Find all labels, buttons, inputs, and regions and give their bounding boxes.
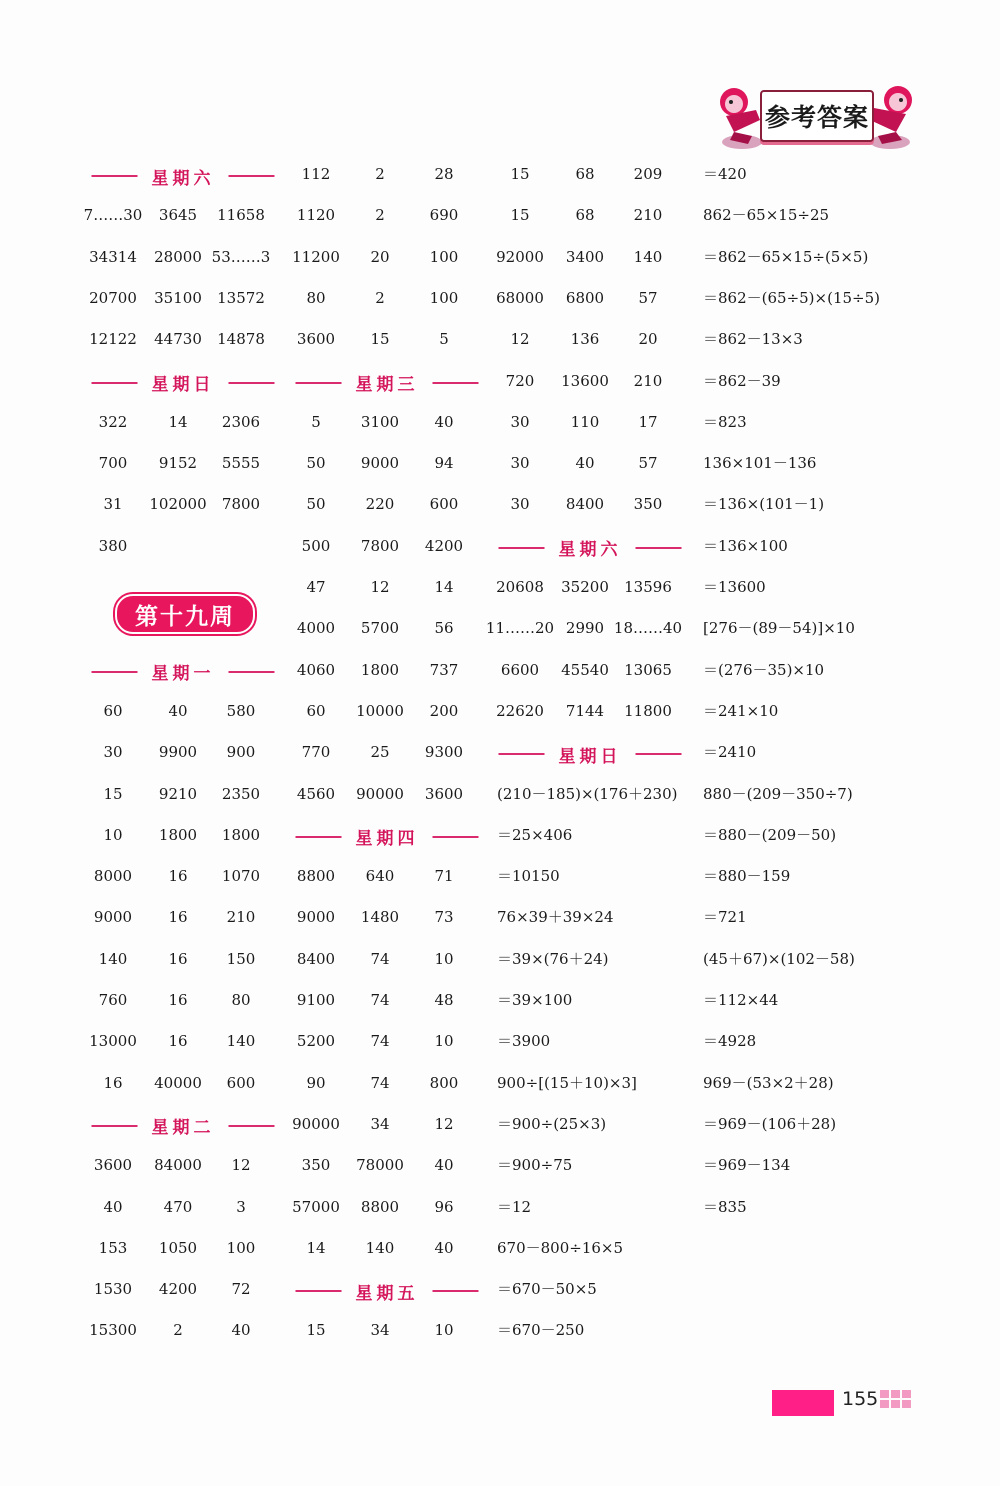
answer-value: 2306 (221, 412, 261, 431)
answer-expression: ＝39×(76＋24) (497, 949, 609, 968)
answer-value: 15 (103, 784, 123, 803)
day-label: 星期五 (355, 1283, 419, 1304)
answer-value: 210 (633, 206, 663, 225)
answer-value: 71 (434, 867, 454, 886)
answer-value: 28 (434, 165, 454, 183)
answer-value: 9000 (296, 908, 336, 927)
answer-value: 3100 (360, 412, 400, 431)
answer-value: 112 (301, 165, 331, 183)
answer-value: 90000 (356, 784, 404, 803)
answer-value: 68 (575, 206, 595, 225)
answer-value: 40 (434, 1238, 454, 1257)
answer-value: 6600 (500, 660, 540, 679)
day-heading (92, 166, 275, 189)
answer-value: 700 (98, 454, 128, 473)
answer-value: 84000 (154, 1156, 202, 1175)
answer-value: 140 (365, 1238, 395, 1257)
answer-value: 2350 (221, 784, 261, 803)
answer-value: 600 (226, 1073, 256, 1092)
answer-value: 9152 (158, 454, 198, 473)
answer-value: 12 (510, 330, 530, 349)
answer-value: 210 (226, 908, 256, 927)
answer-value: 17 (638, 412, 658, 431)
answer-value: 322 (98, 412, 128, 431)
answer-value: 16 (168, 991, 188, 1009)
day-label: 星期六 (558, 540, 622, 561)
answer-value: 20 (370, 247, 390, 266)
answer-value: 20608 (496, 578, 544, 596)
answer-value: 60 (306, 701, 326, 720)
answer-expression: ＝136×(101－1) (703, 495, 825, 514)
answer-value: 7800 (360, 536, 400, 555)
answer-value: 209 (633, 165, 663, 183)
answer-value: 11658 (217, 206, 265, 225)
answer-value: 3600 (296, 330, 336, 349)
answer-value: 4200 (158, 1280, 198, 1299)
answer-value: 8800 (296, 867, 336, 886)
answer-value: 3 (236, 1197, 246, 1216)
day-heading (92, 1116, 275, 1139)
answer-value: 5 (311, 412, 321, 431)
heading-rule (296, 836, 342, 838)
answer-value: 20 (638, 330, 658, 349)
answer-value: 44730 (154, 330, 202, 349)
answer-expression: ＝3900 (497, 1032, 551, 1051)
answer-value: 90 (306, 1073, 326, 1092)
answer-value: 11200 (292, 247, 340, 266)
answer-value: 35200 (561, 578, 609, 596)
answer-expression: ＝39×100 (497, 991, 573, 1009)
answer-value: 100 (429, 247, 459, 266)
answer-expression: ＝112×44 (703, 991, 779, 1009)
answer-expression: ＝420 (703, 165, 747, 183)
answer-value: 10000 (356, 701, 404, 720)
answer-value: 350 (633, 495, 663, 514)
day-heading (296, 827, 479, 850)
answer-value: 102000 (149, 495, 207, 514)
answer-value: 13600 (561, 371, 609, 390)
answer-expression: ＝969－134 (703, 1156, 791, 1175)
answer-value: 22620 (496, 701, 544, 720)
heading-rule (229, 671, 275, 673)
answer-expression: 862－65×15÷25 (703, 206, 830, 225)
answer-value: 16 (168, 1032, 188, 1051)
answer-value: 770 (301, 743, 331, 762)
answer-value: 150 (226, 949, 256, 968)
answer-value: 13596 (624, 578, 672, 596)
answer-value: 34 (370, 1321, 390, 1340)
day-heading (296, 373, 479, 393)
header-title: 参考答案 (764, 103, 869, 132)
answer-value: 737 (429, 660, 459, 679)
answer-value: 5200 (296, 1032, 336, 1051)
answer-value: 40 (434, 412, 454, 431)
answer-value: 1530 (93, 1280, 133, 1299)
answer-value: 30 (510, 454, 530, 473)
day-label: 星期四 (355, 829, 419, 850)
answer-value: 25 (370, 743, 390, 762)
answer-value: 1120 (296, 206, 336, 225)
heading-rule (433, 1290, 479, 1292)
answer-expression: ＝969－(106＋28) (703, 1114, 837, 1133)
answer-value: 40 (231, 1321, 251, 1340)
answer-value: 690 (429, 206, 459, 225)
answer-value: 5 (439, 330, 449, 349)
answer-value: 68 (575, 165, 595, 183)
answer-value: 10 (103, 825, 123, 844)
answer-expression: ＝12 (497, 1197, 532, 1216)
answer-value: 4000 (296, 619, 336, 638)
answer-value: 74 (370, 949, 390, 968)
answer-value: 140 (226, 1032, 256, 1051)
day-heading (92, 662, 275, 685)
answer-value: 1800 (158, 825, 198, 844)
answer-value: 7144 (565, 701, 605, 720)
heading-rule (92, 1125, 138, 1127)
answer-value: 92000 (496, 247, 544, 266)
answer-value: 720 (505, 371, 535, 390)
answer-value: 640 (365, 867, 395, 886)
answer-value: 4560 (296, 784, 336, 803)
week-badge-label: 第十九周 (135, 603, 235, 630)
answer-expression: ＝10150 (497, 867, 560, 886)
answer-value: 470 (163, 1197, 193, 1216)
answer-value: 56 (434, 619, 454, 638)
day-label: 星期三 (355, 375, 419, 395)
heading-rule (433, 836, 479, 838)
heading-rule (229, 1125, 275, 1127)
answer-value: 14 (306, 1238, 326, 1257)
answer-value: 12 (434, 1114, 454, 1133)
answer-value: 9100 (296, 991, 336, 1009)
answer-value: 100 (429, 288, 459, 307)
answer-value: 9000 (93, 908, 133, 927)
answer-value: 13572 (217, 288, 265, 307)
header-banner (712, 80, 917, 155)
day-label: 星期一 (151, 664, 215, 685)
answer-expression: ＝670－250 (497, 1321, 585, 1340)
answer-value: 15300 (89, 1321, 137, 1340)
answer-expression: [276－(89－54)]×10 (703, 619, 855, 638)
heading-rule (499, 753, 545, 755)
answer-value: 60 (103, 701, 123, 720)
heading-rule (636, 547, 682, 549)
answer-value: 14 (168, 412, 188, 431)
answer-expression: 76×39＋39×24 (497, 908, 614, 927)
answer-value: 2 (375, 288, 385, 307)
answer-value: 2 (375, 206, 385, 225)
answer-value: 12 (370, 578, 390, 596)
answer-value: 14878 (217, 330, 265, 349)
answer-value: 3645 (158, 206, 198, 225)
answer-value: 100 (226, 1238, 256, 1257)
answer-value: 8800 (360, 1197, 400, 1216)
answer-value: 10 (434, 1032, 454, 1051)
answer-value: 50 (306, 495, 326, 514)
answer-value: 6800 (565, 288, 605, 307)
day-label: 星期日 (151, 375, 215, 395)
answer-value: 34314 (89, 247, 137, 266)
answer-expression: 969－(53×2＋28) (703, 1073, 834, 1092)
day-heading (92, 373, 275, 393)
day-heading (499, 744, 682, 767)
answer-value: 20700 (89, 288, 137, 307)
heading-rule (296, 1290, 342, 1292)
answer-value: 73 (434, 908, 454, 927)
answer-expression: ＝900÷(25×3) (497, 1114, 607, 1133)
answer-expression: 670－800÷16×5 (497, 1238, 624, 1257)
day-heading (499, 538, 682, 561)
answer-value: 30 (510, 412, 530, 431)
answer-value: 900 (226, 743, 256, 762)
answer-value: 40 (168, 701, 188, 720)
answer-expression: ＝2410 (703, 743, 757, 762)
answer-value: 15 (306, 1321, 326, 1340)
answer-value: 16 (103, 1073, 123, 1092)
answer-value: 74 (370, 1073, 390, 1092)
answer-value: 16 (168, 908, 188, 927)
answer-value: 35100 (154, 288, 202, 307)
answer-value: 16 (168, 949, 188, 968)
answer-value: 78000 (356, 1156, 404, 1175)
page-number: 155 (842, 1388, 879, 1410)
answer-value: 580 (226, 701, 256, 720)
heading-rule (92, 671, 138, 673)
header-title-box (760, 90, 874, 142)
answer-value: 110 (570, 412, 600, 431)
answer-value: 57 (638, 288, 658, 307)
answer-value: 5700 (360, 619, 400, 638)
answer-expression: ＝4928 (703, 1032, 757, 1051)
answer-value: 18……40 (613, 619, 683, 638)
answer-expression: ＝670－50×5 (497, 1280, 597, 1299)
answer-value: 500 (301, 536, 331, 555)
answer-value: 140 (633, 247, 663, 266)
footer-bar (772, 1390, 834, 1416)
answer-value: 2 (375, 165, 385, 183)
answer-value: 30 (510, 495, 530, 514)
answer-value: 9300 (424, 743, 464, 762)
answer-value: 12122 (89, 330, 137, 349)
heading-rule (636, 753, 682, 755)
answer-value: 15 (510, 206, 530, 225)
answer-value: 90000 (292, 1114, 340, 1133)
heading-rule (229, 175, 275, 177)
answer-value: 74 (370, 991, 390, 1009)
answer-value: 4060 (296, 660, 336, 679)
heading-rule (296, 382, 342, 384)
answer-value: 3400 (565, 247, 605, 266)
answer-expression: 900÷[(15＋10)×3] (497, 1073, 637, 1092)
answer-value: 600 (429, 495, 459, 514)
answer-expression: ＝136×100 (703, 536, 788, 555)
answer-value: 11800 (624, 701, 672, 720)
answer-expression: ＝241×10 (703, 701, 779, 720)
answer-value: 9210 (158, 784, 198, 803)
answer-expression: 880－(209－350÷7) (703, 784, 853, 803)
answer-value: 9000 (360, 454, 400, 473)
answer-expression: ＝862－13×3 (703, 330, 803, 349)
answer-expression: ＝862－39 (703, 371, 781, 390)
answer-expression: ＝862－65×15÷(5×5) (703, 247, 869, 266)
answer-value: 50 (306, 454, 326, 473)
answer-value: 53……3 (211, 247, 271, 266)
answer-value: 1800 (360, 660, 400, 679)
answer-value: 31 (103, 495, 123, 514)
answer-value: 47 (306, 578, 326, 596)
answer-value: 153 (98, 1238, 128, 1257)
answer-value: 220 (365, 495, 395, 514)
answer-value: 30 (103, 743, 123, 762)
answer-value: 7……30 (83, 206, 143, 225)
answer-value: 2 (173, 1321, 183, 1340)
answer-expression: ＝835 (703, 1197, 747, 1216)
heading-rule (433, 382, 479, 384)
answer-value: 800 (429, 1073, 459, 1092)
answer-expression: ＝13600 (703, 578, 766, 596)
answer-value: 80 (231, 991, 251, 1009)
answer-value: 136 (570, 330, 600, 349)
week-badge (115, 594, 255, 634)
day-label: 星期二 (151, 1118, 215, 1139)
answer-value: 3600 (93, 1156, 133, 1175)
day-heading (296, 1281, 479, 1304)
answer-value: 74 (370, 1032, 390, 1051)
answer-value: 57 (638, 454, 658, 473)
heading-rule (92, 175, 138, 177)
answer-value: 40 (434, 1156, 454, 1175)
answer-value: 80 (306, 288, 326, 307)
answer-value: 760 (98, 991, 128, 1009)
answer-value: 5555 (221, 454, 261, 473)
answer-value: 200 (429, 701, 459, 720)
answer-value: 1050 (158, 1238, 198, 1257)
heading-rule (499, 547, 545, 549)
answer-value: 380 (98, 536, 128, 555)
answer-value: 8000 (93, 867, 133, 886)
answer-value: 210 (633, 371, 663, 390)
answer-expression: ＝880－(209－50) (703, 825, 837, 844)
answer-value: 350 (301, 1156, 331, 1175)
answer-value: 12 (231, 1156, 251, 1175)
answer-value: 1800 (221, 825, 261, 844)
day-label: 星期六 (151, 168, 215, 189)
answer-value: 48 (434, 991, 454, 1009)
day-label: 星期日 (558, 746, 622, 767)
answer-expression: ＝900÷75 (497, 1156, 573, 1175)
answer-expression: 136×101－136 (703, 454, 817, 473)
answer-expression: ＝862－(65÷5)×(15÷5) (703, 288, 881, 307)
answer-value: 15 (370, 330, 390, 349)
answer-value: 8400 (296, 949, 336, 968)
answer-expression: (45＋67)×(102－58) (703, 949, 855, 968)
answer-value: 14 (434, 578, 454, 596)
answer-expression: (210－185)×(176＋230) (497, 784, 678, 803)
answer-expression: ＝721 (703, 908, 747, 927)
answer-value: 4200 (424, 536, 464, 555)
answer-value: 1480 (360, 908, 400, 927)
answer-value: 34 (370, 1114, 390, 1133)
answer-value: 16 (168, 867, 188, 886)
answer-value: 28000 (154, 247, 202, 266)
answer-value: 57000 (292, 1197, 340, 1216)
answer-value: 72 (231, 1280, 251, 1299)
heading-rule (229, 382, 275, 384)
answer-value: 3600 (424, 784, 464, 803)
answer-value: 7800 (221, 495, 261, 514)
answer-expression: ＝25×406 (497, 825, 573, 844)
answer-expression: ＝(276－35)×10 (703, 660, 825, 679)
answer-value: 11……20 (485, 619, 555, 638)
answer-value: 140 (98, 949, 128, 968)
answer-expression: ＝880－159 (703, 867, 791, 886)
answer-value: 15 (510, 165, 530, 183)
answer-value: 8400 (565, 495, 605, 514)
answer-value: 10 (434, 949, 454, 968)
answer-value: 40 (103, 1197, 123, 1216)
answer-value: 94 (434, 454, 454, 473)
answer-value: 9900 (158, 743, 198, 762)
answer-value: 40 (575, 454, 595, 473)
answer-value: 10 (434, 1321, 454, 1340)
answer-value: 45540 (561, 660, 609, 679)
answer-value: 40000 (154, 1073, 202, 1092)
answer-expression: ＝823 (703, 412, 747, 431)
answer-value: 13065 (624, 660, 672, 679)
answer-value: 68000 (496, 288, 544, 307)
answer-value: 13000 (89, 1032, 137, 1051)
answer-value: 96 (434, 1197, 454, 1216)
answer-value: 2990 (565, 619, 605, 638)
answer-value: 1070 (221, 867, 261, 886)
heading-rule (92, 382, 138, 384)
